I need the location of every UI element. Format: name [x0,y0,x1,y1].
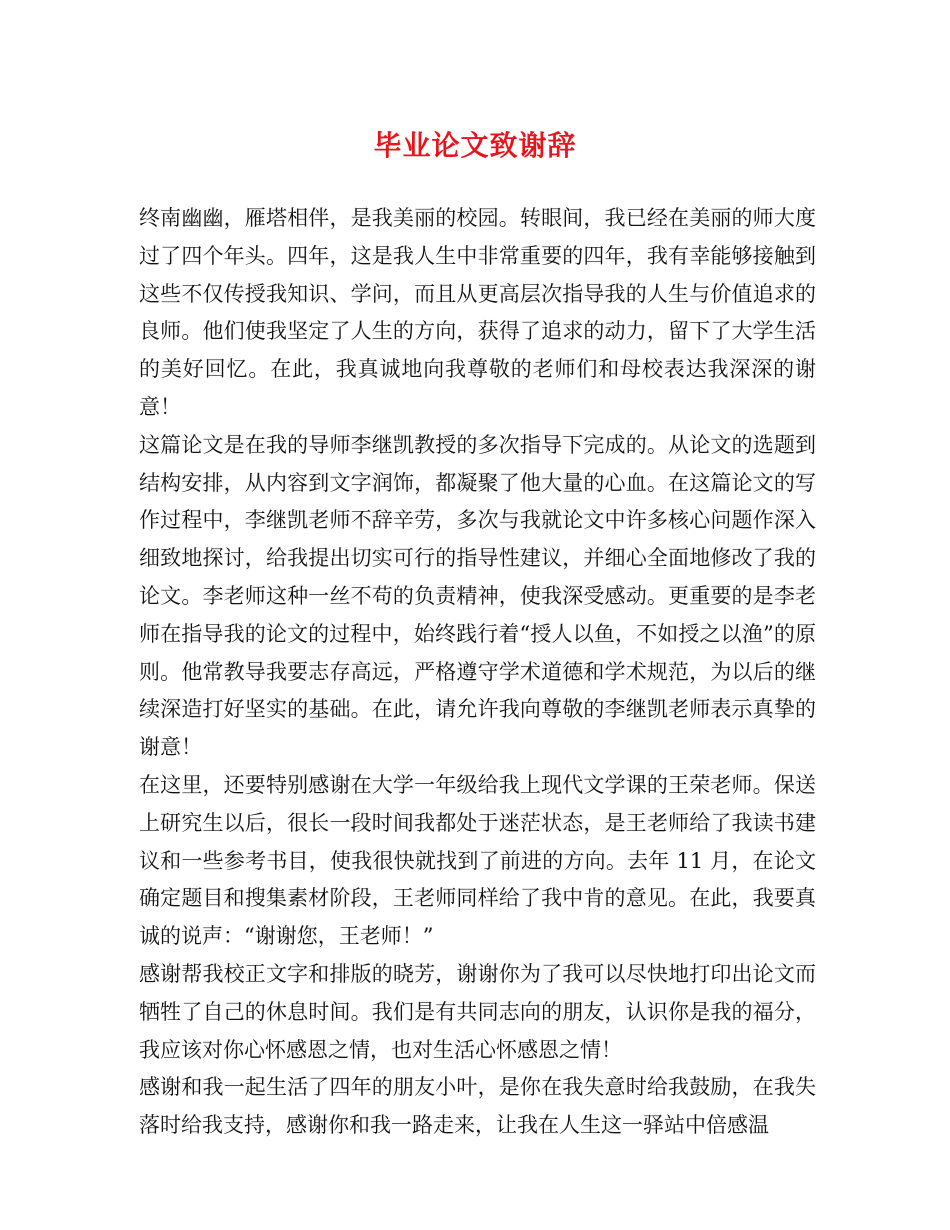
paragraph-teacher-wang-gratitude: 在这里，还要特别感谢在大学一年级给我上现代文学课的王荣老师。保送上研究生以后，很长一段时间我都处于迷茫状态，是王老师给了我读书建议和一些参考书目，使我很快就找到了前进的方向。去年 11 月，在论文确定题目和搜集素材阶段，王老师同样给了我中肯的意见。在此，我要真诚的说声：“谢谢您，王老师！” [139,772,816,949]
document-title: 毕业论文致谢辞 [373,129,577,162]
paragraph-campus-gratitude: 终南幽幽，雁塔相伴，是我美丽的校园。转眼间，我已经在美丽的师大度过了四个年头。四年，这是我人生中非常重要的四年，我有幸能够接触到这些不仅传授我知识、学问，而且从更高层次指导我的人生与价值追求的良师。他们使我坚定了人生的方向，获得了追求的动力，留下了大学生活的美好回忆。在此，我真诚地向我尊敬的老师们和母校表达我深深的谢意！ [139,206,816,419]
document-body [139,200,816,1145]
paragraph-advisor-gratitude: 这篇论文是在我的导师李继凯教授的多次指导下完成的。从论文的选题到结构安排，从内容到文字润饰，都凝聚了他大量的心血。在这篇论文的写作过程中，李继凯老师不辞辛劳，多次与我就论文中许多核心问题作深入细致地探讨，给我提出切实可行的指导性建议，并细心全面地修改了我的论文。李老师这种一丝不苟的负责精神，使我深受感动。更重要的是李老师在指导我的论文的过程中，始终践行着“授人以鱼，不如授之以渔”的原则。他常教导我要志存高远，严格遵守学术道德和学术规范，为以后的继续深造打好坚实的基础。在此，请允许我向尊敬的李继凯老师表示真挚的谢意！ [139,432,816,760]
paragraph-xiaofang-gratitude: 感谢帮我校正文字和排版的晓芳，谢谢你为了我可以尽快地打印出论文而牺牲了自己的休息时间。我们是有共同志向的朋友，认识你是我的福分，我应该对你心怀感恩之情，也对生活心怀感恩之情！ [139,961,816,1062]
paragraph-xiaoye-gratitude: 感谢和我一起生活了四年的朋友小叶，是你在我失意时给我鼓励，在我失落时给我支持，感谢你和我一路走来，让我在人生这一驿站中倍感温 [139,1075,816,1138]
